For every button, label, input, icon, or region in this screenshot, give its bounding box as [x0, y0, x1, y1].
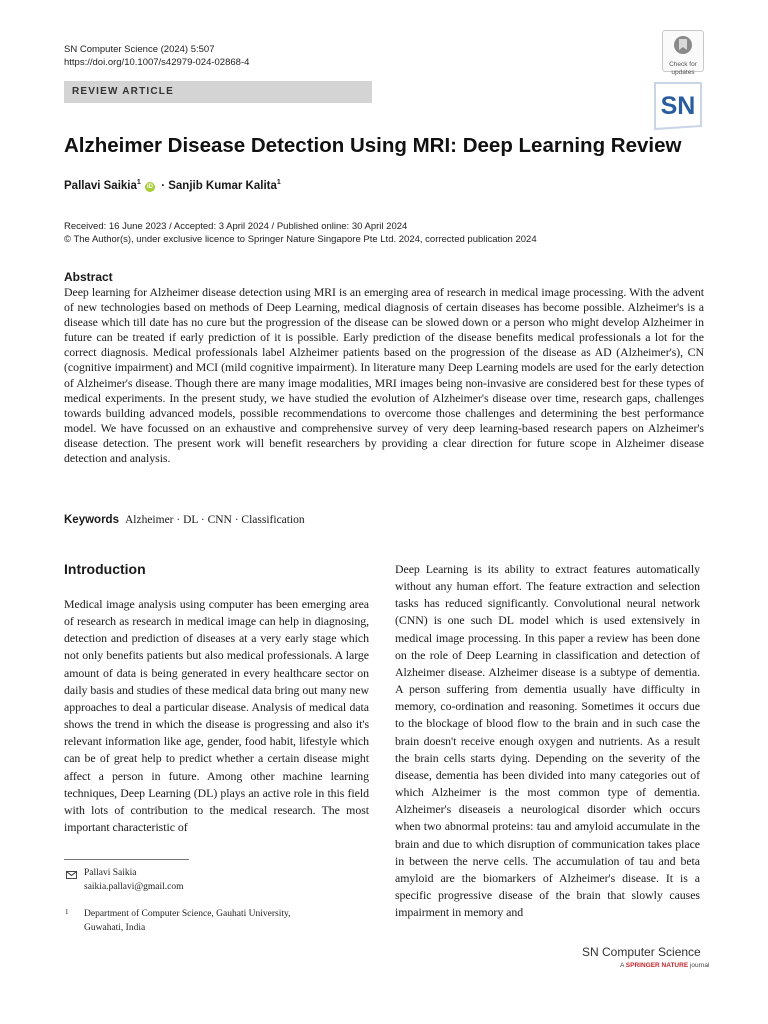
author-list [64, 179, 281, 192]
envelope-icon [66, 871, 77, 879]
affiliation-line-2: Guwahati, India [84, 923, 146, 933]
doi-link[interactable]: https://doi.org/10.1007/s42979-024-02868-4 [64, 57, 250, 68]
corresponding-author-email[interactable]: saikia.pallavi@gmail.com [84, 882, 184, 892]
check-updates-label-1: Check for [669, 61, 697, 68]
springer-nature-logo: SPRINGER NATURE [625, 962, 689, 969]
author-name[interactable]: Sanjib Kumar Kalita [168, 179, 277, 192]
affiliation-line-1: Department of Computer Science, Gauhati University, [84, 909, 291, 919]
check-for-updates-badge[interactable] [662, 30, 704, 76]
orcid-icon[interactable]: iD [147, 183, 153, 190]
keywords-list: Alzheimer · DL · CNN · Classification [124, 514, 305, 526]
abstract-heading: Abstract [64, 270, 113, 284]
affiliation-marker: 1 [136, 179, 141, 186]
introduction-heading: Introduction [64, 561, 146, 577]
publisher-prefix: A [620, 962, 626, 969]
check-updates-icon [673, 35, 693, 55]
corresponding-author-name: Pallavi Saikia [84, 868, 137, 878]
keywords-line [64, 514, 305, 526]
affiliation-marker: 1 [276, 179, 281, 186]
footer-journal-name: SN Computer Science [582, 945, 701, 959]
publisher-suffix: journal [688, 962, 710, 969]
footnote-divider [64, 859, 189, 860]
introduction-left-column: Medical image analysis using computer has been emerging area of research as research in medical image can help in diagnosing, detection and prediction of diseases at a very early stage which not only benefits patients but also medical professionals. A large amount of data is being generated in every healthcare sector on daily basis and studies of these medical data bring out many new approaches to deal a particular disease. Analysis of medical data shows the trend in which the disease is progressing and also it's relevant information like age, gender, food habit, lifestyle which can be of great help to predict whether a certain disease might affect a person in future. Among other machine learning techniques, Deep Learning (DL) plays an active role in this field with lots of contribution to the medical research. The most important characteristic of [64, 597, 369, 835]
abstract-text: Deep learning for Alzheimer disease detection using MRI is an emerging area of research in medical image processing. With the advent of new technologies based on methods of Deep Learning, medical diagnosis of certain diseases has become possible. Alzheimer's is a disease which till date has no cure but the progression of the disease can be slowed down or a person who might develop Alzheimer in future can be treated if early prediction of it is possible. Early prediction of the disease benefits medical professionals a lot for the correct diagnosis. Medical professionals label Alzheimer patients based on the progression of the disease as AD (Alzheimer's), CN (cognitive impairment) and MCI (mild cognitive impairment). In literature many Deep Learning models are used for the early detection of Alzheimer's disease. Though there are many image modalities, MRI images being non-invasive are considered best for these types of medical experiments. In the present study, we have studied the evolution of Alzheimer's disease over time, research gaps, challenges towards building advanced models, possible recommendations to overcome those challenges and determining the best performance model. We have focussed on an exhaustive and comprehensive survey of very deep learning-based research papers on Alzheimer's disease detection. The present work will benefit researchers by providing a clear direction for future scope in Alzheimer disease detection and analysis. [64, 285, 704, 466]
author-separator: · [161, 179, 169, 192]
copyright-notice: © The Author(s), under exclusive licence to Springer Nature Singapore Pte Ltd. 2024, corrected publication 2024 [64, 234, 537, 245]
check-updates-label-2: updates [671, 69, 695, 76]
sn-journal-logo [652, 80, 704, 132]
publication-dates: Received: 16 June 2023 / Accepted: 3 April 2024 / Published online: 30 April 2024 [64, 221, 408, 232]
keywords-label: Keywords [64, 514, 119, 526]
author-name[interactable]: Pallavi Saikia [64, 179, 137, 192]
article-type-label: REVIEW ARTICLE [64, 81, 372, 103]
article-title: Alzheimer Disease Detection Using MRI: Deep Learning Review [64, 134, 682, 157]
footer-publisher [620, 962, 709, 969]
affiliation-footnote-marker: 1 [65, 908, 69, 916]
sn-logo-text: SN [660, 92, 696, 120]
introduction-right-column: Deep Learning is its ability to extract features automatically without any human effort. The feature extraction and selection tasks has reduced significantly. Convolutional neural network (CNN) is one such DL model which is used extensively in medical image processing. In this paper a review has been done on the role of Deep Learning in classification and detection of Alzheimer disease. Alzheimer disease is a subtype of dementia. A person suffering from dementia usually have difficulty in memory, co-ordination and reasoning. Sometimes it occurs due to the blockage of blood flow to the brain and in such case the brain doesn't receive enough oxygen and nutrients. As a result the brain cells starts dying. Depending on the severity of the disease, dementia has been divided into many categories out of which Alzheimer is the most common type of dementia. Alzheimer's diseaseis a neurological disorder which occurs when two abnormal proteins: tau and amyloid accumulate in the brain and due to which disruption of communication takes place in between the nerve cells. The accumulation of tau and beta amyloid are the biomarkers of Alzheimer's disease. It is a specific progressive disease of the brain that slowly causes impairment in memory and [395, 562, 700, 920]
journal-citation: SN Computer Science (2024) 5:507 [64, 44, 215, 55]
